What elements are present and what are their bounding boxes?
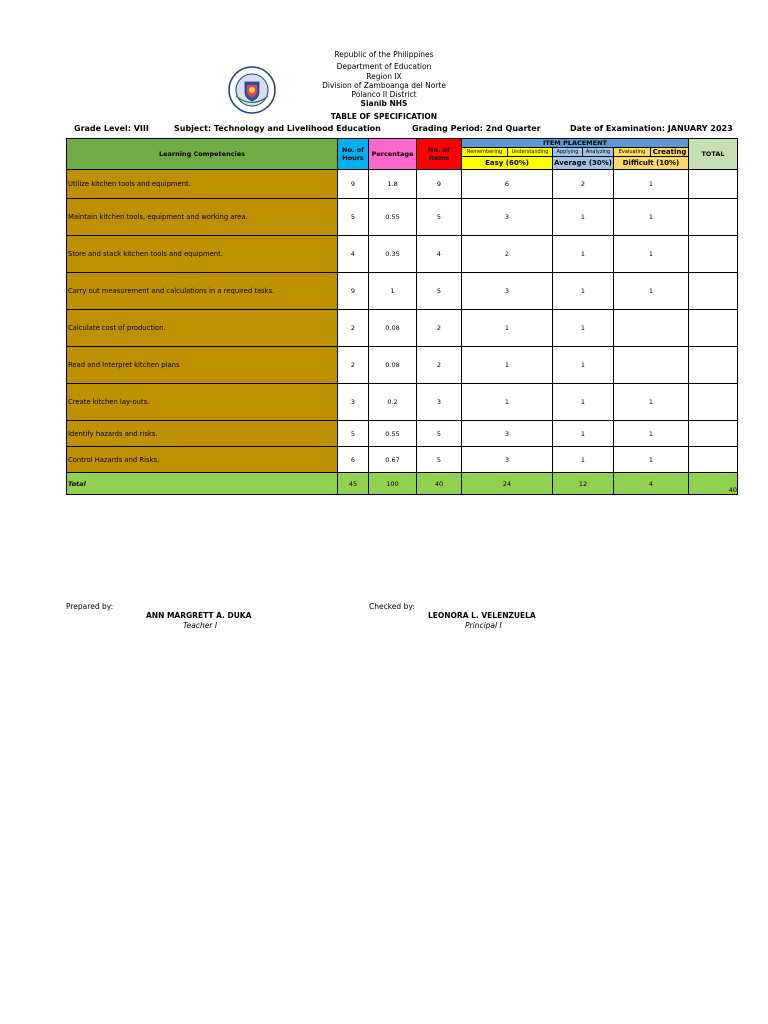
- competency-cell: Store and stack kitchen tools and equipment.: [67, 236, 338, 273]
- difficult-cell: 1: [614, 447, 689, 473]
- competency-cell: Create kitchen lay-outs.: [67, 384, 338, 421]
- competency-cell: Read and Interpret kitchen plans: [67, 347, 338, 384]
- header-understanding: Understanding: [508, 148, 553, 157]
- checked-by-title: Principal I: [465, 621, 502, 630]
- easy-cell: 2: [462, 236, 553, 273]
- document-title: TABLE OF SPECIFICATION: [330, 112, 438, 121]
- header-remembering: Remembering: [462, 148, 508, 157]
- average-cell: 1: [553, 273, 614, 310]
- header-evaluating: Evaluating: [614, 148, 651, 157]
- header-region: Region IX: [366, 72, 402, 81]
- easy-cell: 1: [462, 310, 553, 347]
- header-item-placement: ITEM PLACEMENT: [462, 139, 689, 148]
- header-school: Sianib NHS: [360, 99, 408, 108]
- percentage-cell: 0.2: [369, 384, 417, 421]
- header-learning-competencies: Learning Competencies: [67, 139, 338, 170]
- difficult-cell: 1: [614, 236, 689, 273]
- total-average-cell: 12: [553, 473, 614, 495]
- total-cell: [689, 347, 738, 384]
- table-row: [67, 310, 738, 347]
- difficult-cell: 1: [614, 273, 689, 310]
- hours-cell: 2: [338, 347, 369, 384]
- header-average: Average (30%): [553, 157, 614, 170]
- prepared-by-name: ANN MARGRETT A. DUKA: [146, 611, 252, 620]
- total-cell: [689, 384, 738, 421]
- prepared-by-title: Teacher I: [183, 621, 218, 630]
- totals-row: [67, 473, 738, 495]
- percentage-cell: 1: [369, 273, 417, 310]
- difficult-cell: [614, 347, 689, 384]
- items-cell: 5: [417, 421, 462, 447]
- checked-by-label: Checked by:: [369, 602, 415, 611]
- table-row: [67, 347, 738, 384]
- total-items-cell: 40: [417, 473, 462, 495]
- table-row: [67, 273, 738, 310]
- checked-by-name: LEONORA L. VELENZUELA: [428, 611, 536, 620]
- header-republic: Republic of the Philippines: [334, 50, 434, 59]
- hours-cell: 9: [338, 273, 369, 310]
- hours-cell: 6: [338, 447, 369, 473]
- difficult-cell: 1: [614, 170, 689, 199]
- table-row: [67, 384, 738, 421]
- header-department: Department of Education: [336, 62, 432, 71]
- percentage-cell: 0.08: [369, 310, 417, 347]
- header-analyzing: Analyzing: [583, 148, 614, 157]
- total-easy-cell: 24: [462, 473, 553, 495]
- header-no-of-hours: No. of Hours: [338, 139, 369, 170]
- easy-cell: 3: [462, 199, 553, 236]
- items-cell: 5: [417, 199, 462, 236]
- table-row: [67, 170, 738, 199]
- easy-cell: 3: [462, 447, 553, 473]
- table-row: [67, 447, 738, 473]
- easy-cell: 1: [462, 347, 553, 384]
- average-cell: 1: [553, 447, 614, 473]
- easy-cell: 3: [462, 273, 553, 310]
- hours-cell: 3: [338, 384, 369, 421]
- average-cell: 2: [553, 170, 614, 199]
- difficult-cell: 1: [614, 421, 689, 447]
- total-cell: [689, 421, 738, 447]
- percentage-cell: 0.35: [369, 236, 417, 273]
- average-cell: 1: [553, 236, 614, 273]
- items-cell: 5: [417, 447, 462, 473]
- table-row: [67, 421, 738, 447]
- grand-total-cell: 40: [689, 473, 738, 495]
- grading-period: Grading Period: 2nd Quarter: [412, 124, 541, 133]
- easy-cell: 3: [462, 421, 553, 447]
- items-cell: 3: [417, 384, 462, 421]
- percentage-cell: 0.55: [369, 199, 417, 236]
- header-division: Division of Zamboanga del Norte: [322, 81, 446, 90]
- items-cell: 9: [417, 170, 462, 199]
- hours-cell: 5: [338, 199, 369, 236]
- total-difficult-cell: 4: [614, 473, 689, 495]
- header-easy: Easy (60%): [462, 157, 553, 170]
- average-cell: 1: [553, 384, 614, 421]
- items-cell: 2: [417, 310, 462, 347]
- items-cell: 2: [417, 347, 462, 384]
- total-cell: [689, 310, 738, 347]
- total-percentage-cell: 100: [369, 473, 417, 495]
- competency-cell: Carry out measurement and calculations in a required tasks.: [67, 273, 338, 310]
- specification-table: [66, 138, 738, 495]
- percentage-cell: 1.8: [369, 170, 417, 199]
- header-no-of-items: No. of Items: [417, 139, 462, 170]
- prepared-by-label: Prepared by:: [66, 602, 114, 611]
- items-cell: 4: [417, 236, 462, 273]
- hours-cell: 9: [338, 170, 369, 199]
- difficult-cell: 1: [614, 384, 689, 421]
- grade-level: Grade Level: VIII: [74, 124, 149, 133]
- average-cell: 1: [553, 310, 614, 347]
- header-district: Polanco II District: [351, 90, 417, 99]
- total-cell: [689, 199, 738, 236]
- total-cell: [689, 170, 738, 199]
- total-cell: [689, 236, 738, 273]
- competency-cell: Utilize kitchen tools and equipment.: [67, 170, 338, 199]
- competency-cell: Calculate cost of production.: [67, 310, 338, 347]
- hours-cell: 5: [338, 421, 369, 447]
- table-row: [67, 199, 738, 236]
- average-cell: 1: [553, 421, 614, 447]
- total-hours-cell: 45: [338, 473, 369, 495]
- difficult-cell: 1: [614, 199, 689, 236]
- header-total: TOTAL: [689, 139, 738, 170]
- header-difficult: Difficult (10%): [614, 157, 689, 170]
- subject: Subject: Technology and Livelihood Education: [174, 124, 381, 133]
- percentage-cell: 0.08: [369, 347, 417, 384]
- competency-cell: Control Hazards and Risks.: [67, 447, 338, 473]
- competency-cell: Maintain kitchen tools, equipment and working area.: [67, 199, 338, 236]
- total-cell: [689, 447, 738, 473]
- header-percentage: Percentage: [369, 139, 417, 170]
- difficult-cell: [614, 310, 689, 347]
- average-cell: 1: [553, 347, 614, 384]
- header-creating: Creating: [651, 148, 689, 157]
- easy-cell: 6: [462, 170, 553, 199]
- total-label: Total: [67, 473, 338, 495]
- average-cell: 1: [553, 199, 614, 236]
- header-applying: Applying: [553, 148, 583, 157]
- percentage-cell: 0.67: [369, 447, 417, 473]
- exam-date: Date of Examination: JANUARY 2023: [570, 124, 733, 133]
- table-row: [67, 236, 738, 273]
- easy-cell: 1: [462, 384, 553, 421]
- percentage-cell: 0.55: [369, 421, 417, 447]
- hours-cell: 4: [338, 236, 369, 273]
- total-cell: [689, 273, 738, 310]
- items-cell: 5: [417, 273, 462, 310]
- hours-cell: 2: [338, 310, 369, 347]
- competency-cell: Identify hazards and risks.: [67, 421, 338, 447]
